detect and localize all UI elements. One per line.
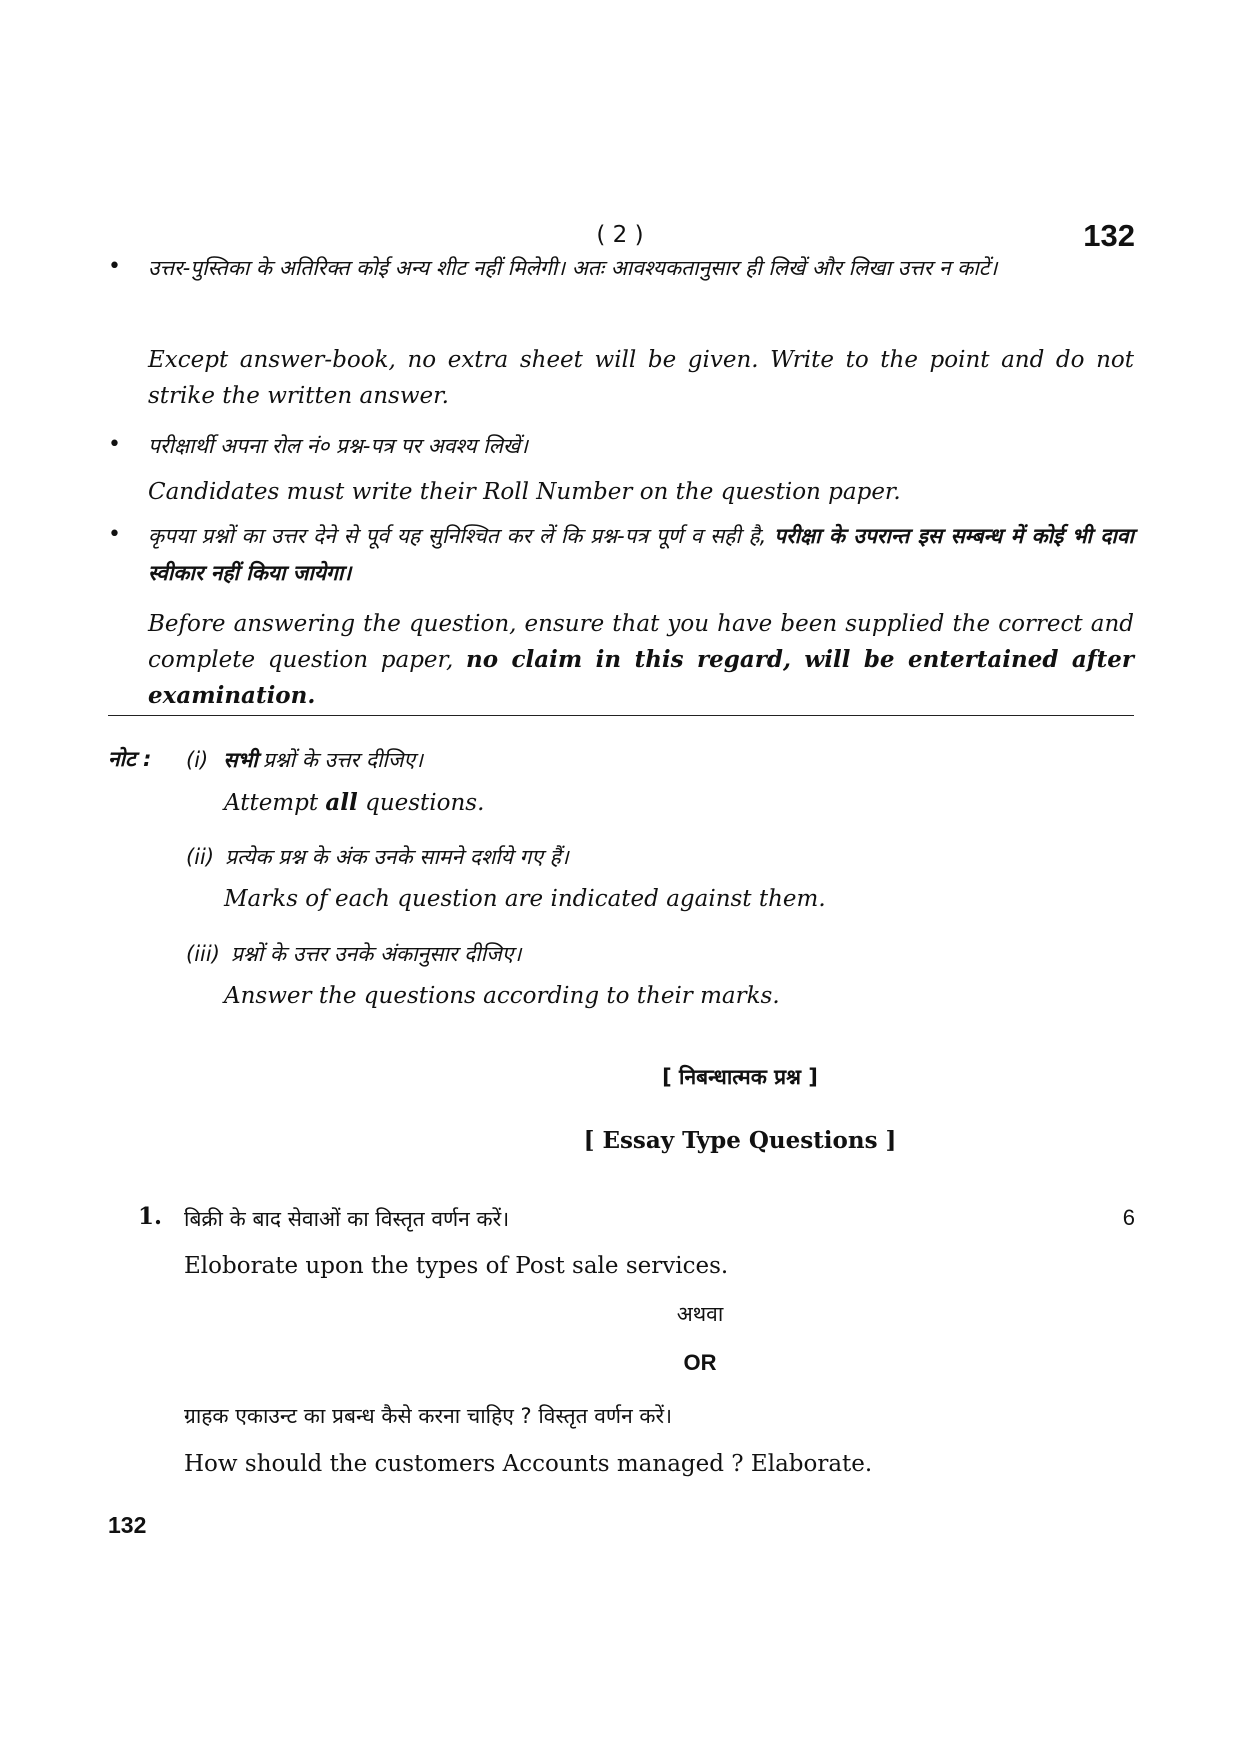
note-item-1-hindi: [186, 746, 423, 774]
instruction-3-english: [148, 606, 1134, 714]
divider: [108, 715, 1134, 716]
or-english: OR: [683, 1350, 717, 1375]
question-1-alt-hindi: ग्राहक एकाउन्ट का प्रबन्ध कैसे करना चाहिए ? विस्तृत वर्णन करें।: [184, 1404, 673, 1428]
note-item-1-hindi-text: प्रश्नों के उत्तर दीजिए।: [262, 748, 424, 772]
paper-code-header: 132: [1083, 218, 1135, 253]
section-heading-english: [ Essay Type Questions ]: [583, 1127, 897, 1154]
note-item-3-hindi-text: प्रश्नों के उत्तर उनके अंकानुसार दीजिए।: [230, 942, 522, 966]
question-1-alt-english: How should the customers Accounts managed ? Elaborate.: [184, 1451, 873, 1477]
note-item-1-hindi-bold: सभी: [223, 748, 258, 772]
instruction-2-hindi: परीक्षार्थी अपना रोल नं० प्रश्न-पत्र पर अवश्य लिखें।: [148, 434, 528, 458]
note-item-2-hindi: [186, 843, 569, 871]
note-item-3-english: Answer the questions according to their marks.: [224, 983, 780, 1009]
paper-code-footer: 132: [108, 1512, 147, 1538]
bullet-icon: •: [108, 522, 121, 547]
note-item-1-english-post: questions.: [365, 790, 485, 816]
note-item-1-number: (i): [186, 748, 209, 772]
instruction-3-hindi-text: कृपया प्रश्नों का उत्तर देने से पूर्व यह सुनिश्चित कर लें कि प्रश्न-पत्र पूर्ण व सही है,: [148, 524, 767, 548]
instruction-3-hindi: [148, 518, 1134, 592]
note-item-3-number: (iii): [186, 942, 220, 966]
instruction-3-english-text: Before answering the question, ensure that you have been supplied the correct and complete question paper,: [148, 611, 1134, 673]
note-item-1-english-bold: all: [325, 789, 358, 816]
note-item-2-hindi-text: प्रत्येक प्रश्न के अंक उनके सामने दर्शाये गए हैं।: [225, 845, 569, 869]
note-item-1-english: [224, 789, 484, 816]
question-1-number: 1.: [138, 1203, 163, 1230]
note-label: नोट :: [108, 747, 152, 771]
note-item-2-english: Marks of each question are indicated against them.: [224, 886, 826, 912]
section-heading-hindi: [ निबन्धात्मक प्रश्न ]: [662, 1065, 818, 1089]
page-number: ( 2 ): [596, 222, 644, 248]
note-item-1-english-pre: Attempt: [224, 790, 319, 816]
bullet-icon: •: [108, 432, 121, 457]
note-item-3-hindi: [186, 940, 521, 968]
instruction-3-english-bold: no claim in this regard, will be entertained after examination.: [148, 646, 1135, 709]
bullet-icon: •: [108, 254, 121, 279]
question-1-hindi: बिक्री के बाद सेवाओं का विस्तृत वर्णन करें।: [184, 1207, 510, 1231]
question-1-english: Eloborate upon the types of Post sale services.: [184, 1253, 729, 1279]
instruction-3-hindi-bold: परीक्षा के उपरान्त इस सम्बन्ध में कोई भी दावा स्वीकार नहीं किया जायेगा।: [148, 524, 1134, 585]
note-item-2-number: (ii): [186, 845, 215, 869]
instruction-1-english: Except answer-book, no extra sheet will be given. Write to the point and do not strike the written answer.: [148, 347, 1134, 409]
or-hindi: अथवा: [676, 1302, 724, 1326]
instruction-2-english: Candidates must write their Roll Number on the question paper.: [148, 479, 901, 505]
instruction-1-hindi: उत्तर-पुस्तिका के अतिरिक्त कोई अन्य शीट नहीं मिलेगी। अतः आवश्यकतानुसार ही लिखें और लिखा उत्तर न काटें।: [148, 256, 998, 280]
question-1-marks: 6: [1122, 1205, 1135, 1230]
